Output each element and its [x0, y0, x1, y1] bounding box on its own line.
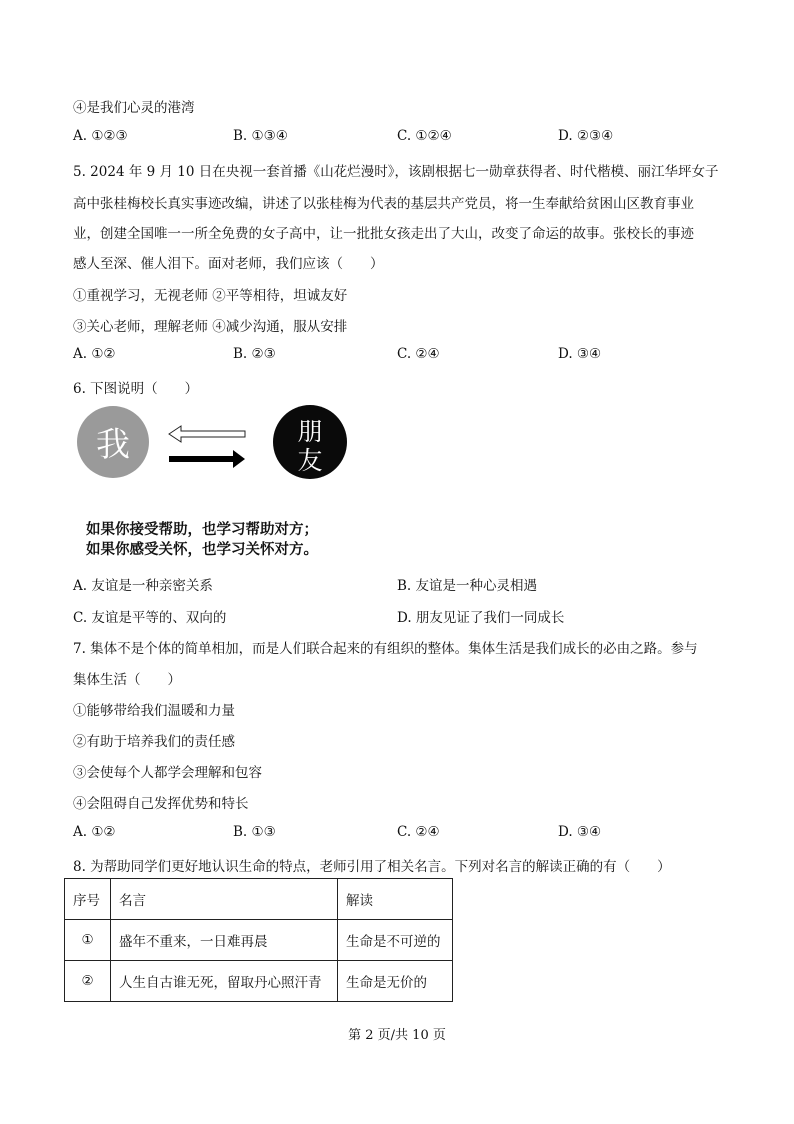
q5-statements-1: ①重视学习，无视老师 ②平等相待，坦诚友好	[73, 288, 348, 304]
table-cell: 盛年不重来，一日难再晨	[111, 920, 338, 961]
q4-option-d: D. ②③④	[558, 128, 614, 144]
table-header-row	[65, 879, 453, 920]
q5-stem-line-3: 业，创建全国唯一一所全免费的女子高中，让一批批女孩走出了大山，改变了命运的故事。张校长的事迹	[73, 226, 694, 242]
q5-statements-2: ③关心老师，理解老师 ④减少沟通，服从安排	[73, 319, 348, 335]
q5-option-b: B. ②③	[233, 346, 276, 362]
table-header-cell: 名言	[111, 879, 338, 920]
table-cell: ①	[65, 920, 111, 961]
q6-stem: 6. 下图说明（ ）	[73, 381, 199, 397]
q8-stem: 8. 为帮助同学们更好地认识生命的特点，老师引用了相关名言。下列对名言的解读正确的有（ ）	[73, 859, 671, 875]
q7-stem-line-1: 7. 集体不是个体的简单相加，而是人们联合起来的有组织的整体。集体生活是我们成长的必由之路。参与	[73, 641, 698, 657]
q7-option-c: C. ②④	[397, 824, 440, 840]
arrow-to-me-icon	[169, 426, 245, 442]
q7-statement-3: ③会使每个人都学会理解和包容	[73, 765, 262, 781]
q7-option-d: D. ③④	[558, 824, 602, 840]
page-footer: 第 2 页/共 10 页	[348, 1028, 446, 1043]
q5-stem-line-2: 高中张桂梅校长真实事迹改编，讲述了以张桂梅为代表的基层共产党员，将一生奉献给贫困山区教育事业	[73, 196, 694, 212]
table-header-cell: 解读	[338, 879, 453, 920]
q6-option-c: C. 友谊是平等的、双向的	[73, 610, 227, 626]
q6-option-d: D. 朋友见证了我们一同成长	[397, 610, 565, 626]
q6-option-b: B. 友谊是一种心灵相遇	[397, 578, 538, 594]
q4-option-a: A. ①②③	[73, 128, 128, 144]
diagram-caption-1: 如果你接受帮助，也学习帮助对方；	[86, 522, 318, 538]
friend-label-1: 朋	[297, 417, 323, 446]
q5-stem-line-4: 感人至深、催人泪下。面对老师，我们应该（ ）	[73, 256, 384, 272]
q6-option-a: A. 友谊是一种亲密关系	[73, 578, 213, 594]
q7-option-b: B. ①③	[233, 824, 276, 840]
table-cell: 人生自古谁无死，留取丹心照汗青	[111, 961, 338, 1002]
q4-option-c: C. ①②④	[397, 128, 452, 144]
q5-option-a: A. ①②	[73, 346, 116, 362]
q5-stem-line-1: 5. 2024 年 9 月 10 日在央视一套首播《山花烂漫时》，该剧根据七一勋章获得者、时代楷模、丽江华坪女子	[73, 164, 719, 180]
q5-option-d: D. ③④	[558, 346, 602, 362]
table-header-cell: 序号	[65, 879, 111, 920]
quote-table	[64, 878, 453, 1002]
table-cell: 生命是不可逆的	[338, 920, 453, 961]
table-cell: ②	[65, 961, 111, 1002]
table-row	[65, 920, 453, 961]
q5-option-c: C. ②④	[397, 346, 440, 362]
me-label: 我	[96, 425, 130, 465]
arrow-to-friend-icon	[169, 450, 245, 468]
q4-statement-4: ④是我们心灵的港湾	[73, 100, 195, 116]
table-row	[65, 961, 453, 1002]
q7-statement-2: ②有助于培养我们的责任感	[73, 734, 235, 750]
table-cell: 生命是无价的	[338, 961, 453, 1002]
q7-statement-1: ①能够带给我们温暖和力量	[73, 703, 235, 719]
friendship-diagram	[73, 404, 363, 504]
q7-option-a: A. ①②	[73, 824, 116, 840]
q7-stem-line-2: 集体生活（ ）	[73, 672, 181, 688]
friend-label-2: 友	[297, 446, 323, 475]
q4-option-b: B. ①③④	[233, 128, 288, 144]
q7-statement-4: ④会阻碍自己发挥优势和特长	[73, 796, 249, 812]
diagram-caption-2: 如果你感受关怀，也学习关怀对方。	[86, 542, 318, 558]
